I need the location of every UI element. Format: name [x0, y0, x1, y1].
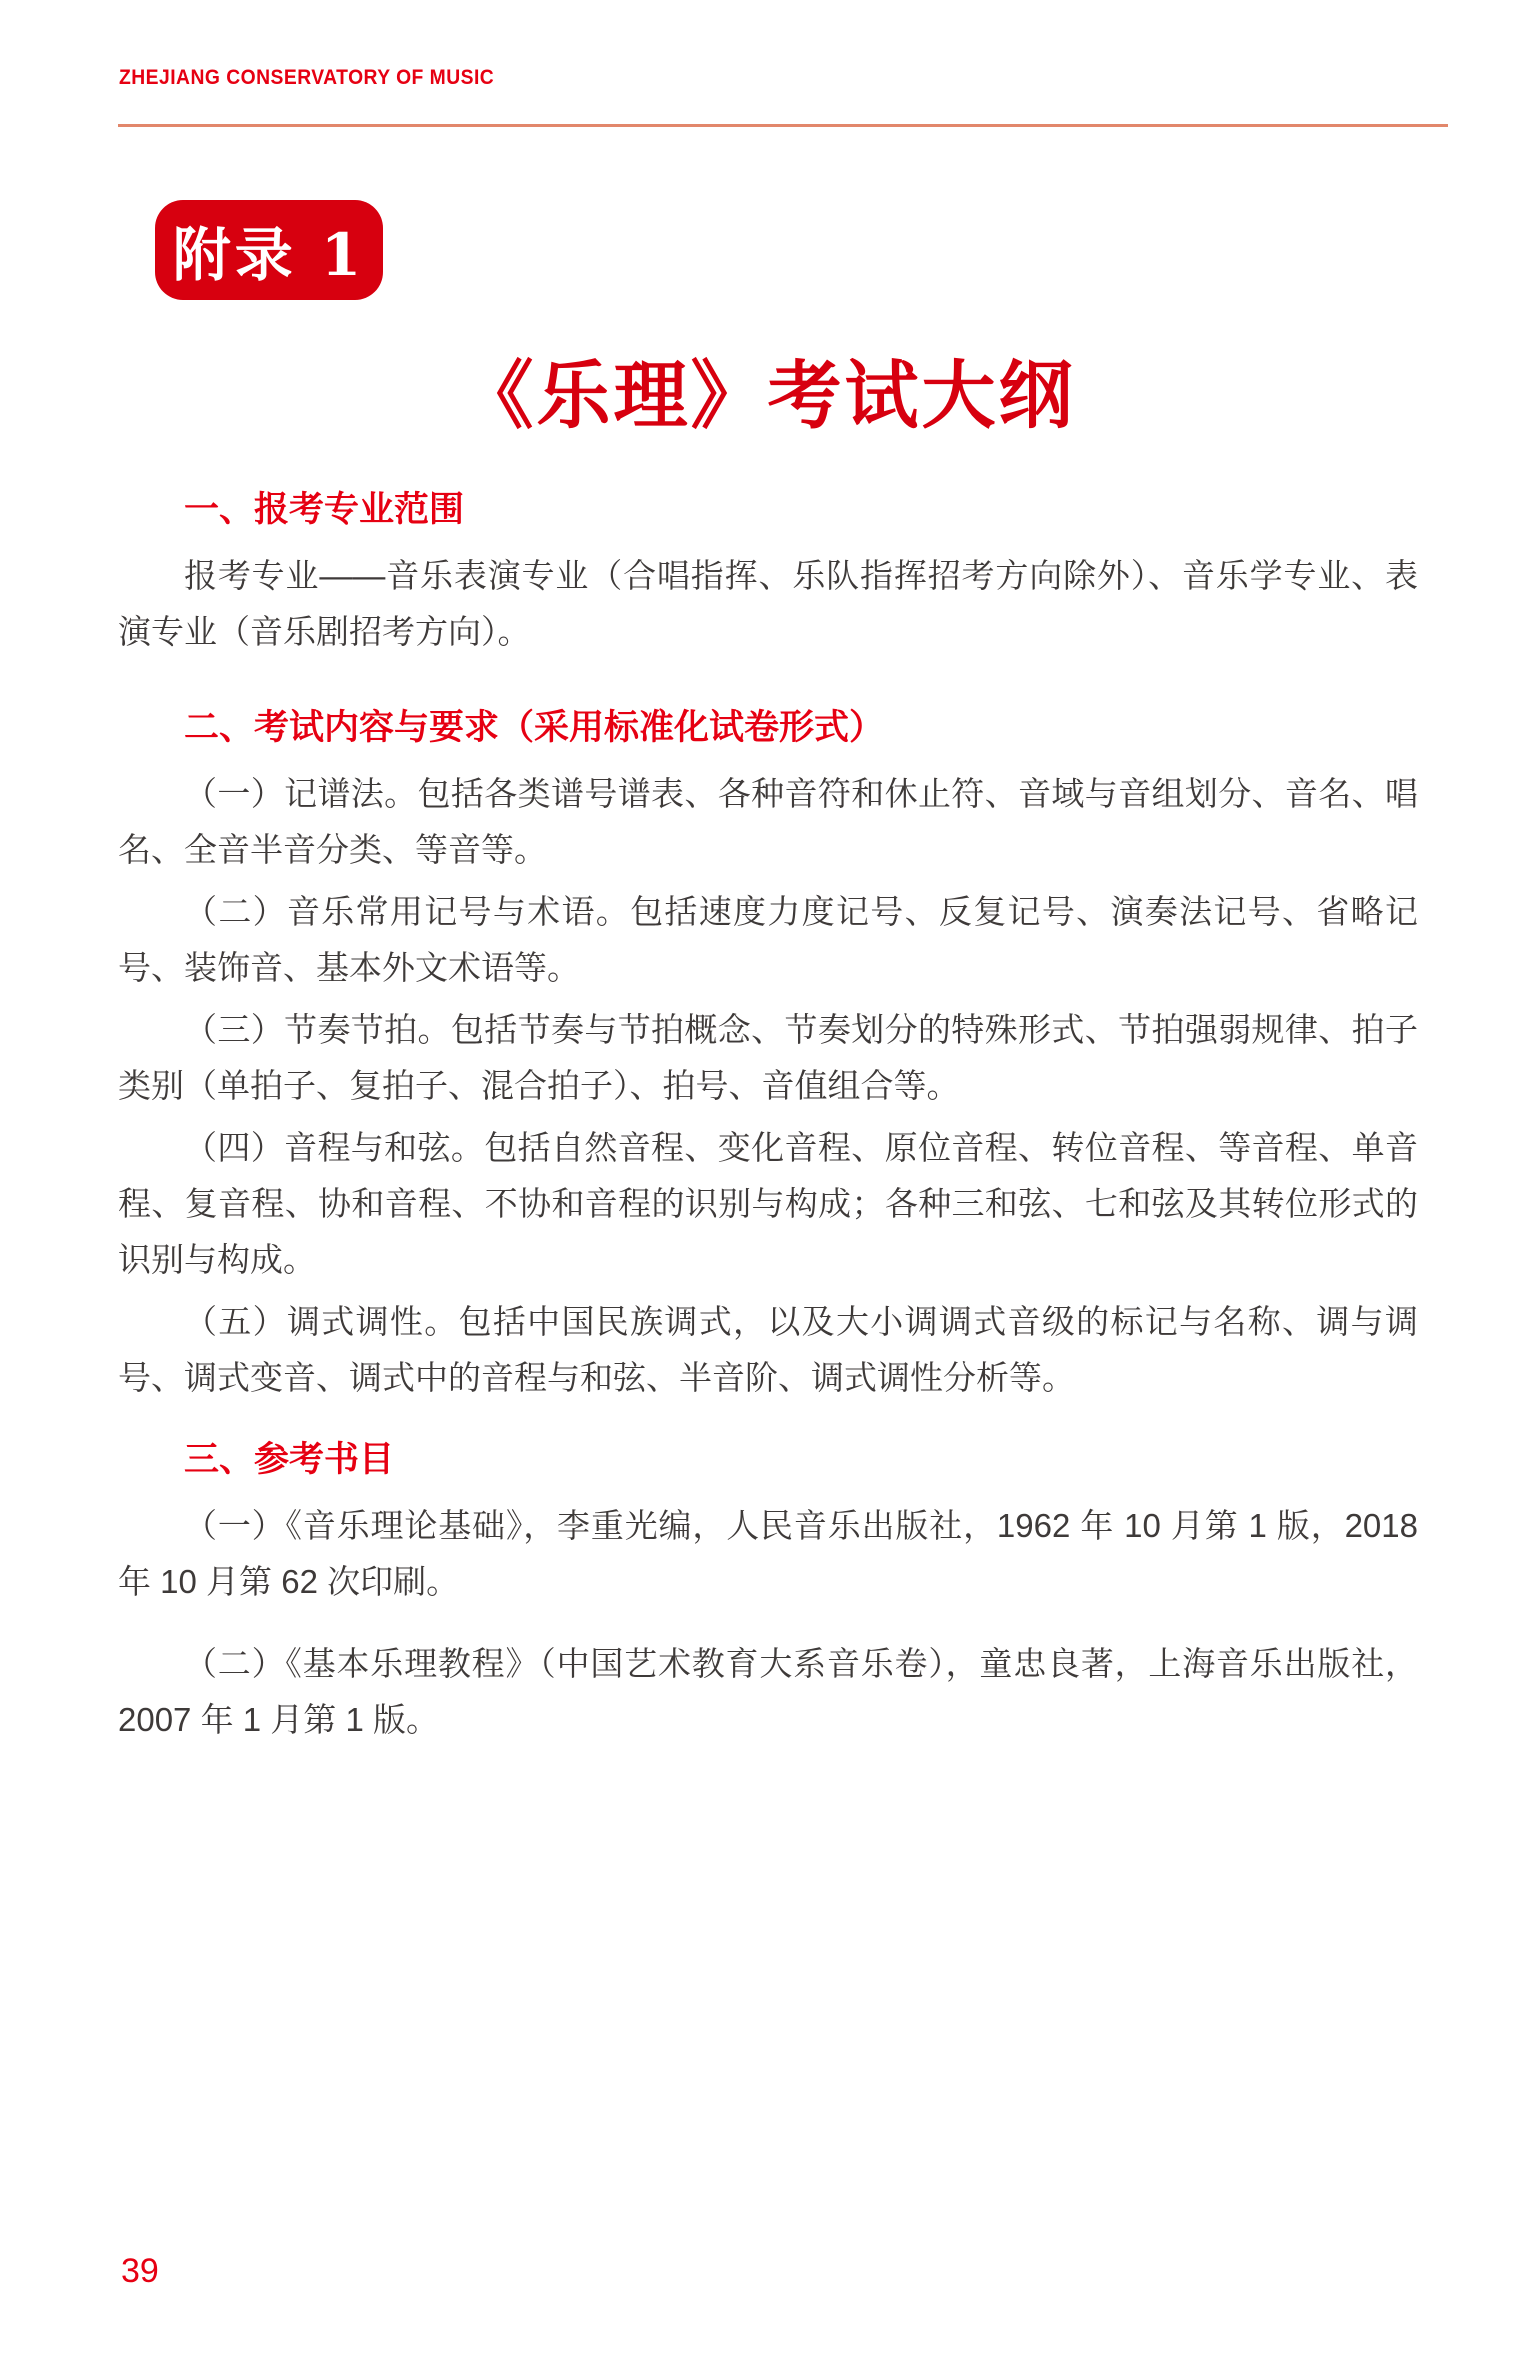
section-application-scope	[118, 490, 1418, 660]
section-reference-books	[118, 1440, 1418, 1748]
header-divider	[118, 124, 1448, 127]
section-heading: 二、考试内容与要求（采用标准化试卷形式）	[184, 708, 885, 747]
paragraph: （五）调式调性。包括中国民族调式，以及大小调调式音级的标记与名称、调与调号、调式变音、调式中的音程与和弦、半音阶、调式调性分析等。	[118, 1303, 1418, 1396]
page-number: 39	[121, 2252, 159, 2290]
page-title: 《乐理》考试大纲	[459, 353, 1076, 439]
paragraph: 报考专业——音乐表演专业（合唱指挥、乐队指挥招考方向除外）、音乐学专业、表演专业（音乐剧招考方向）。	[118, 557, 1418, 650]
paragraph: （三）节奏节拍。包括节奏与节拍概念、节奏划分的特殊形式、节拍强弱规律、拍子类别（单拍子、复拍子、混合拍子）、拍号、音值组合等。	[118, 1011, 1418, 1104]
paragraph: （二）《基本乐理教程》（中国艺术教育大系音乐卷），童忠良著，上海音乐出版社，2007 年 1 月第 1 版。	[118, 1645, 1418, 1738]
section-heading: 三、参考书目	[184, 1440, 395, 1479]
document-body	[118, 478, 1418, 1774]
appendix-label: 附录 1	[172, 221, 366, 289]
masthead-text: ZHEJIANG CONSERVATORY OF MUSIC	[119, 66, 495, 89]
paragraph: （一）《音乐理论基础》，李重光编，人民音乐出版社，1962 年 10 月第 1 版，2018 年 10 月第 62 次印刷。	[118, 1507, 1418, 1600]
appendix-badge	[155, 200, 383, 300]
section-heading: 一、报考专业范围	[184, 490, 465, 529]
paragraph: （一）记谱法。包括各类谱号谱表、各种音符和休止符、音域与音组划分、音名、唱名、全音半音分类、等音等。	[118, 775, 1418, 868]
paragraph: （四）音程与和弦。包括自然音程、变化音程、原位音程、转位音程、等音程、单音程、复音程、协和音程、不协和音程的识别与构成；各种三和弦、七和弦及其转位形式的识别与构成。	[118, 1129, 1418, 1278]
section-exam-content	[118, 708, 1418, 1406]
paragraph: （二）音乐常用记号与术语。包括速度力度记号、反复记号、演奏法记号、省略记号、装饰音、基本外文术语等。	[118, 893, 1418, 986]
